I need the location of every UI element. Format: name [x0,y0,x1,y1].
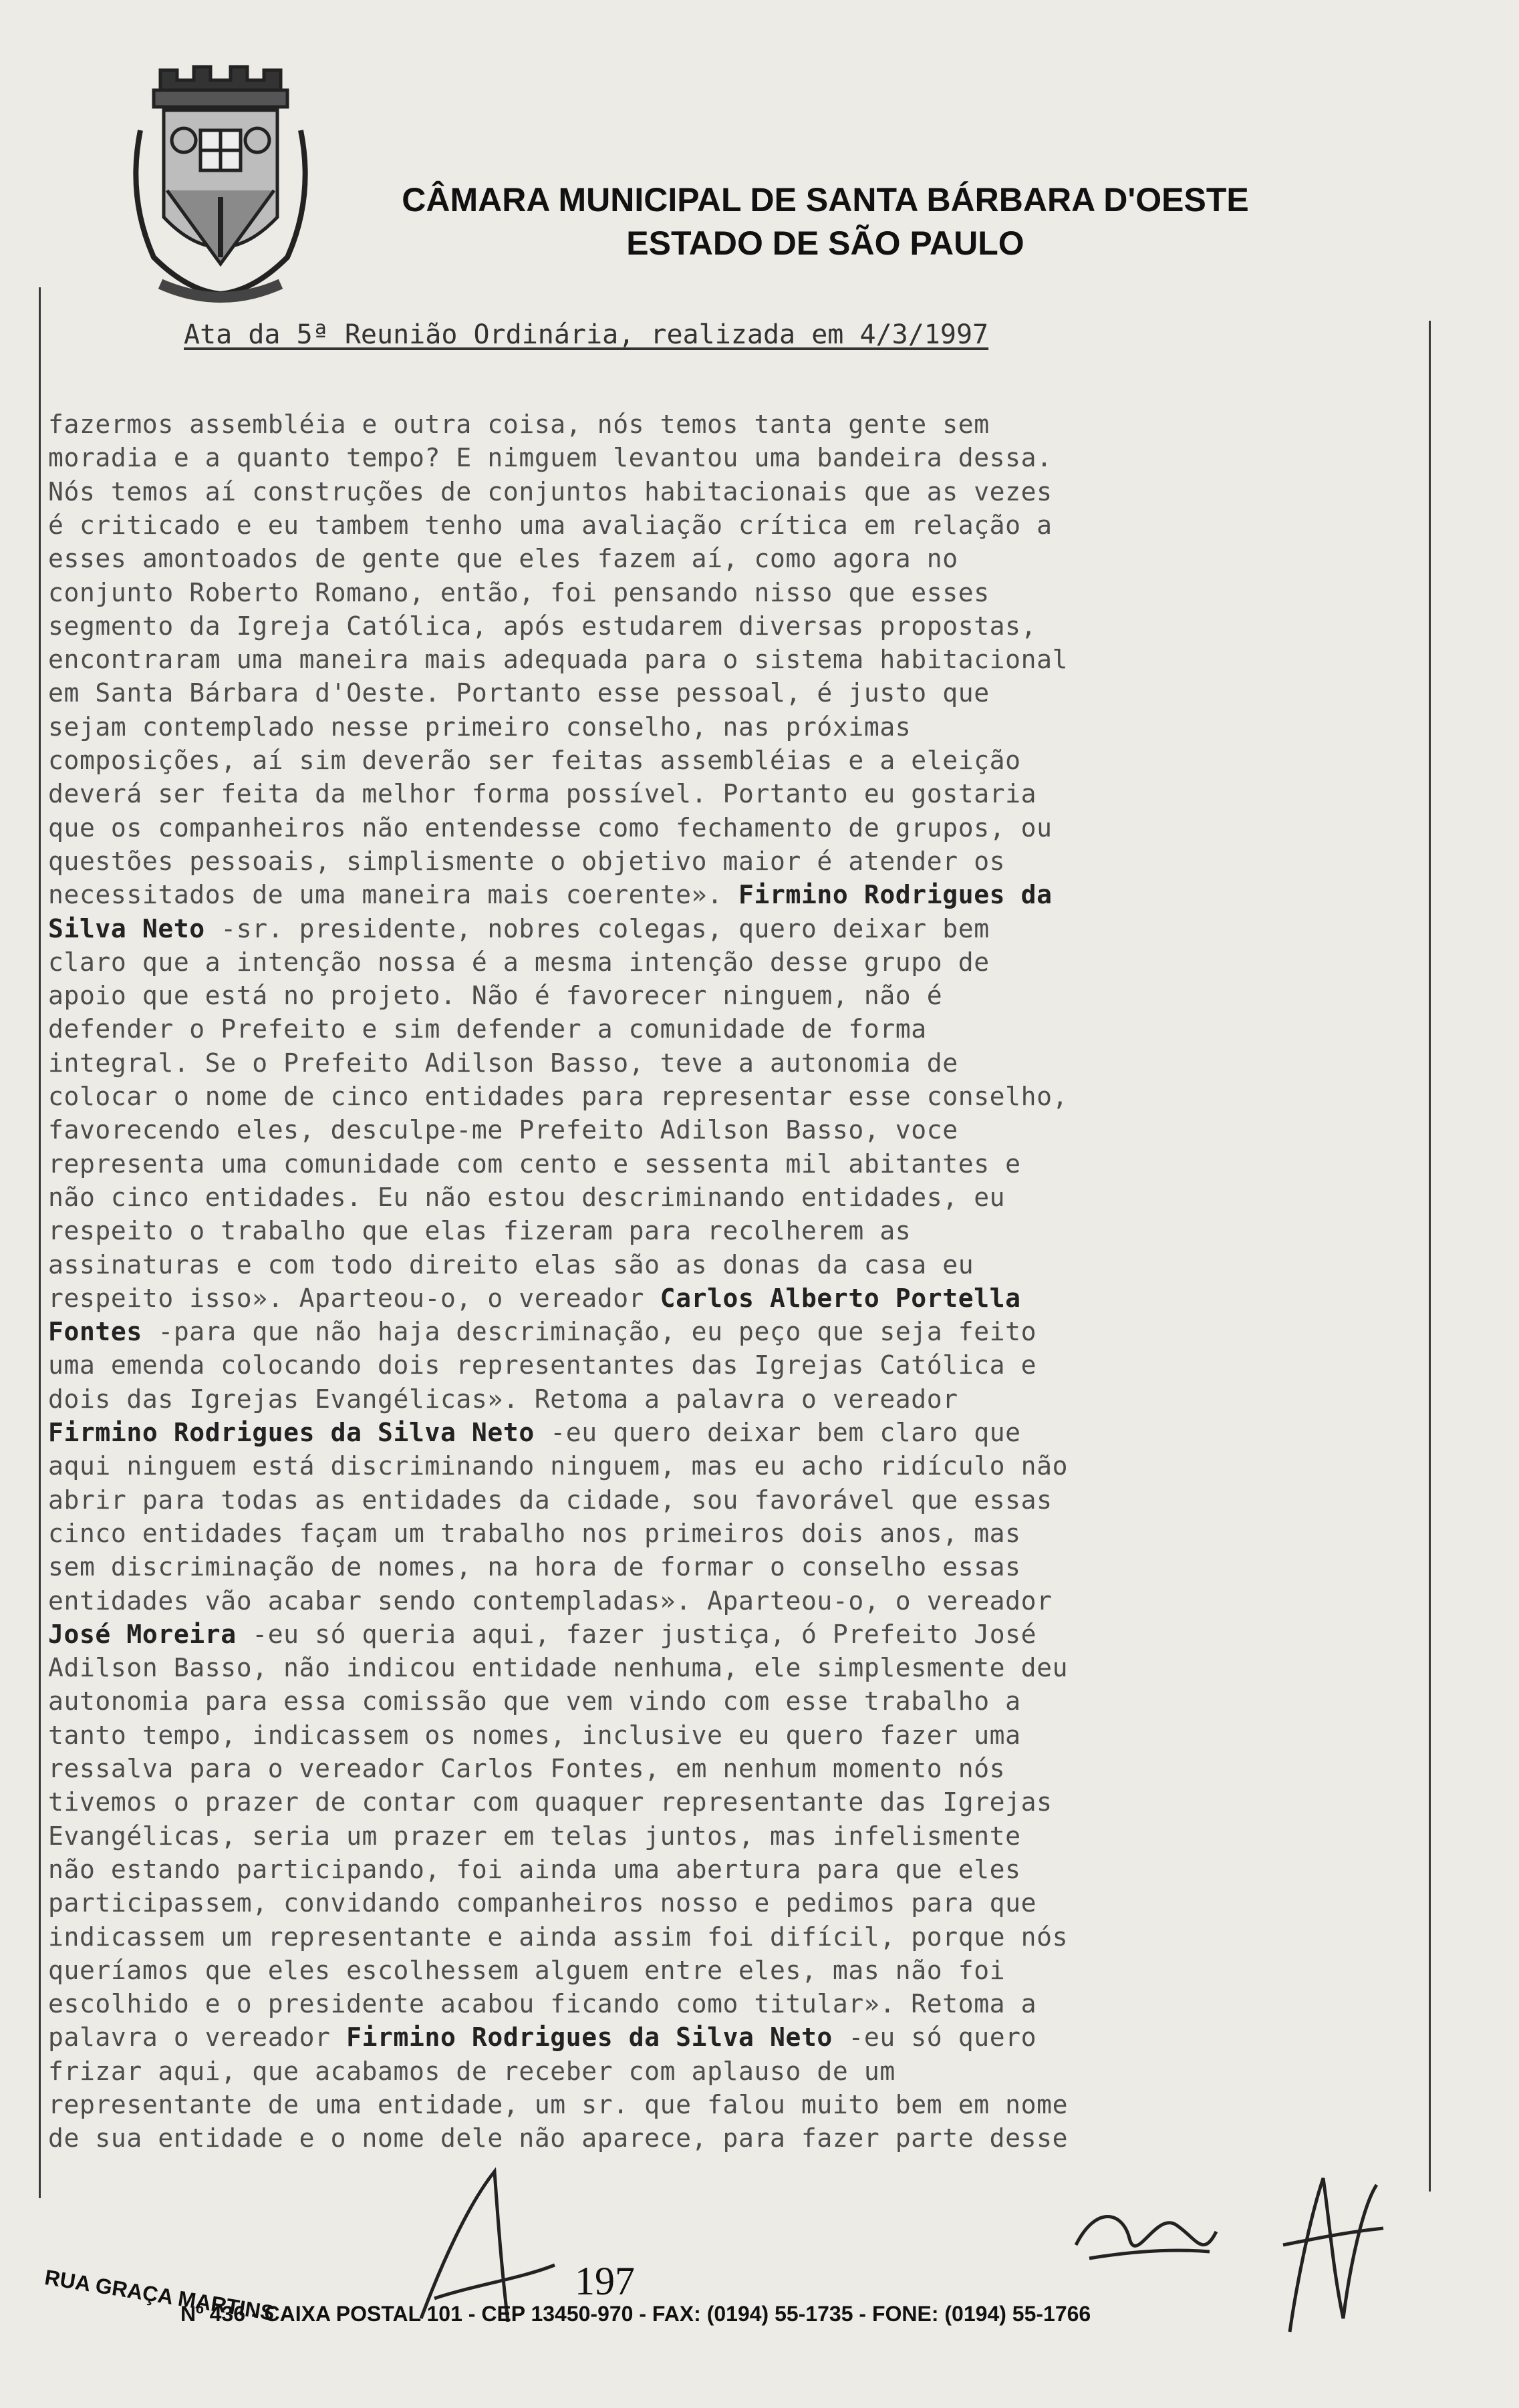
text-segment: entidades vão acabar sendo contempladas». Aparteou-o, o vereador [48,1586,1053,1616]
text-line [48,2088,1351,2121]
speaker-name: Firmino Rodrigues da Silva Neto [48,1418,535,1447]
text-line [48,1618,1351,1651]
text-line [48,2055,1351,2088]
text-segment: moradia e a quanto tempo? E nimguem levantou uma bandeira dessa. [48,443,1053,473]
text-segment: -para que não haja descriminação, eu peço que seja feito [142,1317,1037,1347]
text-segment: dois das Igrejas Evangélicas». Retoma a palavra o vereador [48,1384,958,1414]
text-segment: é criticado e eu tambem tenho uma avaliação crítica em relação a [48,510,1053,540]
text-line [48,508,1351,542]
footer-contact: Nº 436 - CAIXA POSTAL 101 - CEP 13450-970 - FAX: (0194) 55-1735 - FONE: (0194) 55-1766 [180,2302,1091,2326]
text-segment: respeito isso». Aparteou-o, o vereador [48,1283,660,1313]
text-segment: tivemos o prazer de contar com quaquer representante das Igrejas [48,1787,1053,1817]
minutes-title: Ata da 5ª Reunião Ordinária, realizada em 4/3/1997 [184,319,989,350]
text-segment: conjunto Roberto Romano, então, foi pensando nisso que esses [48,577,990,607]
text-segment: cinco entidades façam um trabalho nos primeiros dois anos, mas [48,1518,1021,1548]
text-segment: questões pessoais, simplismente o objetivo maior é atender os [48,846,1006,876]
text-segment: abrir para todas as entidades da cidade, sou favorável que essas [48,1485,1053,1515]
text-line [48,1181,1351,1214]
speaker-name: José Moreira [48,1619,237,1649]
state-name: ESTADO DE SÃO PAULO [626,224,1024,262]
text-segment: integral. Se o Prefeito Adilson Basso, teve a autonomia de [48,1048,958,1078]
speaker-name: Carlos Alberto Portella [660,1283,1021,1313]
text-segment: -eu só quero [832,2022,1037,2053]
text-segment: representante de uma entidade, um sr. que falou muito bem em nome [48,2090,1069,2119]
text-line [48,1954,1351,1987]
text-line [48,744,1351,777]
text-segment: composições, aí sim deverão ser feitas assembléias e a eleição [48,746,1021,775]
text-line [48,1550,1351,1584]
text-line [48,1449,1351,1483]
footer-street: RUA GRAÇA MARTINS [43,2265,277,2325]
text-segment: sejam contemplado nesse primeiro conselho, nas próximas [48,712,912,742]
institution-name: CÂMARA MUNICIPAL DE SANTA BÁRBARA D'OESTE [402,181,1249,218]
speaker-name: Silva Neto [48,913,205,943]
text-line [48,1651,1351,1684]
text-line [48,676,1351,710]
text-segment: tanto tempo, indicassem os nomes, inclusive eu quero fazer uma [48,1720,1021,1750]
text-line [48,1416,1351,1449]
speaker-name: Firmino Rodrigues da [738,880,1053,910]
text-line [48,710,1351,744]
page-edge-left [39,287,41,2198]
text-line [48,1248,1351,1282]
text-segment: claro que a intenção nossa é a mesma intenção desse grupo de [48,947,990,977]
text-line [48,1348,1351,1382]
text-segment: não estando participando, foi ainda uma abertura para que eles [48,1854,1021,1884]
text-segment: segmento da Igreja Católica, após estudarem diversas propostas, [48,611,1037,641]
text-line [48,1113,1351,1147]
text-segment: fazermos assembléia e outra coisa, nós temos tanta gente sem [48,410,990,439]
text-segment: frizar aqui, que acabamos de receber com aplauso de um [48,2056,895,2086]
text-line [48,576,1351,609]
text-segment: favorecendo eles, desculpe-me Prefeito Adilson Basso, voce [48,1115,958,1145]
text-segment: esses amontoados de gente que eles fazem aí, como agora no [48,544,958,574]
text-segment: que os companheiros não entendesse como fechamento de grupos, ou [48,812,1053,843]
text-segment: representa uma comunidade com cento e sessenta mil abitantes e [48,1149,1021,1179]
text-line [48,945,1351,979]
text-line [48,1886,1351,1920]
text-line [48,878,1351,911]
page-edge-right [1429,321,1431,2192]
text-line [48,643,1351,676]
text-segment: necessitados de uma maneira mais coerente». [48,880,739,910]
text-segment: Evangélicas, seria um prazer em telas juntos, mas infelismente [48,1821,1021,1851]
text-segment: escolhido e o presidente acabou ficando como titular». Retoma a [48,1989,1037,2019]
text-segment: participassem, convidando companheiros nosso e pedimos para que [48,1888,1037,1918]
footer-address [43,2258,1450,2339]
text-line [48,1080,1351,1113]
text-line [48,2020,1351,2054]
text-segment: aqui ninguem está discriminando ninguem, mas eu acho ridículo não [48,1451,1069,1481]
text-segment: ressalva para o vereador Carlos Fontes, em nenhum momento nós [48,1754,1006,1783]
text-line [48,1282,1351,1315]
text-line [48,1819,1351,1853]
text-line [48,777,1351,810]
text-line [48,979,1351,1012]
text-line [48,475,1351,508]
text-line [48,1046,1351,1080]
text-line [48,1987,1351,2020]
text-line [48,1315,1351,1348]
text-line [48,845,1351,878]
text-segment: encontraram uma maneira mais adequada para o sistema habitacional [48,645,1069,675]
text-line [48,1920,1351,1954]
text-line [48,408,1351,441]
text-segment: respeito o trabalho que elas fizeram para recolherem as [48,1216,912,1246]
speaker-name: Firmino Rodrigues da Silva Neto [346,2022,833,2053]
text-segment: uma emenda colocando dois representantes das Igrejas Católica e [48,1350,1037,1380]
text-segment: defender o Prefeito e sim defender a comunidade de forma [48,1014,927,1044]
text-segment: colocar o nome de cinco entidades para representar esse conselho, [48,1082,1069,1111]
speaker-name: Fontes [48,1317,142,1347]
text-line [48,609,1351,643]
text-line [48,542,1351,575]
text-segment: sem discriminação de nomes, na hora de formar o conselho essas [48,1552,1021,1582]
text-segment: assinaturas e com todo direito elas são as donas da casa eu [48,1249,974,1280]
text-line [48,1517,1351,1550]
text-line [48,811,1351,845]
text-segment: autonomia para essa comissão que vem vindo com esse trabalho a [48,1686,1021,1716]
text-segment: de sua entidade e o nome dele não aparece, para fazer parte desse [48,2123,1069,2153]
coat-of-arms-icon [114,63,327,317]
text-line [48,1718,1351,1752]
text-segment: palavra o vereador [48,2022,347,2053]
page-number: 197 [575,2259,635,2303]
text-line [48,1853,1351,1886]
text-line [48,912,1351,945]
text-line [48,1012,1351,1046]
text-line [48,1584,1351,1618]
text-line [48,1382,1351,1416]
text-segment: Nós temos aí construções de conjuntos habitacionais que as vezes [48,476,1053,506]
text-line [48,1785,1351,1819]
text-segment: queríamos que eles escolhessem alguem entre eles, mas não foi [48,1955,1006,1985]
text-line [48,1147,1351,1181]
text-line [48,1483,1351,1517]
text-segment: -eu só queria aqui, fazer justiça, ó Prefeito José [236,1619,1037,1649]
text-segment: apoio que está no projeto. Não é favorecer ninguem, não é [48,981,943,1011]
text-segment: Adilson Basso, não indicou entidade nenhuma, ele simplesmente deu [48,1653,1069,1683]
text-line [48,1684,1351,1718]
text-line [48,1752,1351,1785]
text-line [48,2121,1351,2155]
text-segment: em Santa Bárbara d'Oeste. Portanto esse pessoal, é justo que [48,678,990,708]
text-segment: deverá ser feita da melhor forma possível. Portanto eu gostaria [48,779,1037,809]
text-segment: -sr. presidente, nobres colegas, quero deixar bem [204,913,990,943]
text-line [48,441,1351,474]
text-line [48,1214,1351,1247]
text-segment: indicassem um representante e ainda assim foi difícil, porque nós [48,1922,1069,1952]
text-segment: -eu quero deixar bem claro que [534,1418,1021,1447]
text-segment: não cinco entidades. Eu não estou descriminando entidades, eu [48,1182,1006,1212]
